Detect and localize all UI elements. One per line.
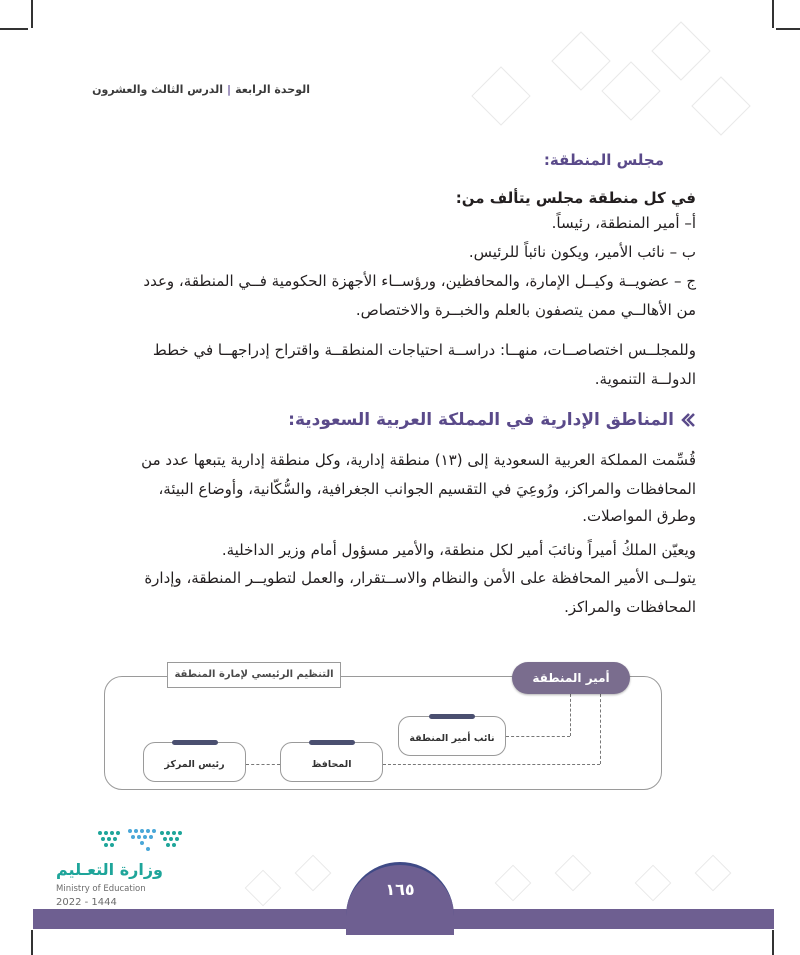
regions-paragraph-2: ويعيّن الملكُ أميراً ونائبَ أمير لكل منطقة، والأمير مسؤول أمام وزير الداخلية. [221, 541, 696, 559]
council-powers-line: وللمجلــس اختصاصــات، منهــا: دراســة احتياجات المنطقــة واقتراح إدراجهــا في خطط [152, 341, 696, 359]
council-intro: في كل منطقة مجلس يتألف من: [455, 189, 696, 207]
decorative-diamond [601, 61, 660, 120]
regions-p3-line: المحافظات والمراكز. [564, 598, 696, 616]
node-center-head [143, 742, 246, 782]
council-item-c [104, 269, 696, 323]
org-diagram-caption: التنظيم الرئيسي لإمارة المنطقة [167, 662, 341, 688]
decorative-diamond [495, 865, 532, 902]
ministry-name-en: Ministry of Education [56, 884, 146, 894]
council-item-c-line: من الأهالــي ممن يتصفون بالعلم والخبــرة والاختصاص. [355, 301, 696, 319]
decorative-diamond [695, 855, 732, 892]
node-deputy-emir-label: نائب أمير المنطقة [409, 733, 495, 744]
regions-p1-line: وطرق المواصلات. [582, 507, 696, 525]
crop-mark [31, 0, 33, 28]
ministry-logo-icon [94, 827, 188, 857]
edition-year: 2022 - 1444 [56, 897, 117, 908]
regions-paragraph-3 [104, 566, 696, 620]
council-powers-line: الدولــة التنموية. [594, 370, 696, 388]
node-bar [172, 740, 218, 745]
decorative-diamond [471, 66, 530, 125]
page-number: ١٦٥ [385, 880, 415, 899]
section-title-regions [288, 410, 696, 430]
connector-line [570, 694, 571, 736]
node-region-emir: أمير المنطقة [512, 662, 630, 694]
decorative-diamond [691, 76, 750, 135]
node-bar [429, 714, 475, 719]
decorative-diamond [555, 855, 592, 892]
council-item-b: ب – نائب الأمير، ويكون نائباً للرئيس. [468, 243, 696, 261]
crop-mark [0, 28, 28, 30]
running-header [92, 83, 310, 96]
connector-line [506, 736, 570, 737]
regions-p3-line: يتولــى الأمير المحافظة على الأمن والنظام والاســتقرار، والعمل لتطويــر المنطقة، وإدارة [144, 569, 696, 587]
decorative-diamond [651, 21, 710, 80]
crop-mark [776, 28, 800, 30]
council-item-a: أ– أمير المنطقة، رئيساً. [551, 214, 696, 232]
ministry-name-ar: وزارة التعـليم [56, 860, 163, 879]
regions-p1-line: قُسِّمت المملكة العربية السعودية إلى (١٣) منطقة إدارية، وكل منطقة إدارية يتبعها عدد من [141, 451, 696, 469]
header-separator: | [227, 83, 232, 96]
section-title-regions-text: المناطق الإدارية في المملكة العربية السعودية: [288, 410, 674, 430]
connector-line [600, 694, 601, 764]
node-bar [309, 740, 355, 745]
regions-p1-line: المحافظات والمراكز، ورُوعِيَ في التقسيم الجوانب الجغرافية، والسُّكّانية، وأوضاع البيئة، [158, 480, 696, 498]
council-powers [104, 338, 696, 392]
section-title-council: مجلس المنطقة: [543, 151, 664, 169]
crop-mark [772, 0, 774, 28]
decorative-diamond [551, 31, 610, 90]
decorative-diamond [245, 870, 282, 907]
crop-mark [31, 930, 33, 955]
regions-paragraph-1 [104, 448, 696, 529]
node-center-head-label: رئيس المركز [164, 759, 225, 770]
decorative-diamond [635, 865, 672, 902]
node-deputy-emir [398, 716, 506, 756]
crop-mark [772, 930, 774, 955]
node-governor [280, 742, 383, 782]
connector-line [246, 764, 280, 765]
node-governor-label: المحافظ [311, 759, 352, 770]
decorative-diamond [295, 855, 332, 892]
double-chevron-left-icon [680, 412, 696, 428]
unit-label: الوحدة الرابعة [235, 83, 310, 96]
connector-line [383, 764, 600, 765]
council-item-c-line: ج – عضويــة وكيــل الإمارة، والمحافظين، ورؤســاء الأجهزة الحكومية فــي المنطقة، وعدد [143, 272, 696, 290]
lesson-label: الدرس الثالث والعشرون [92, 83, 224, 96]
